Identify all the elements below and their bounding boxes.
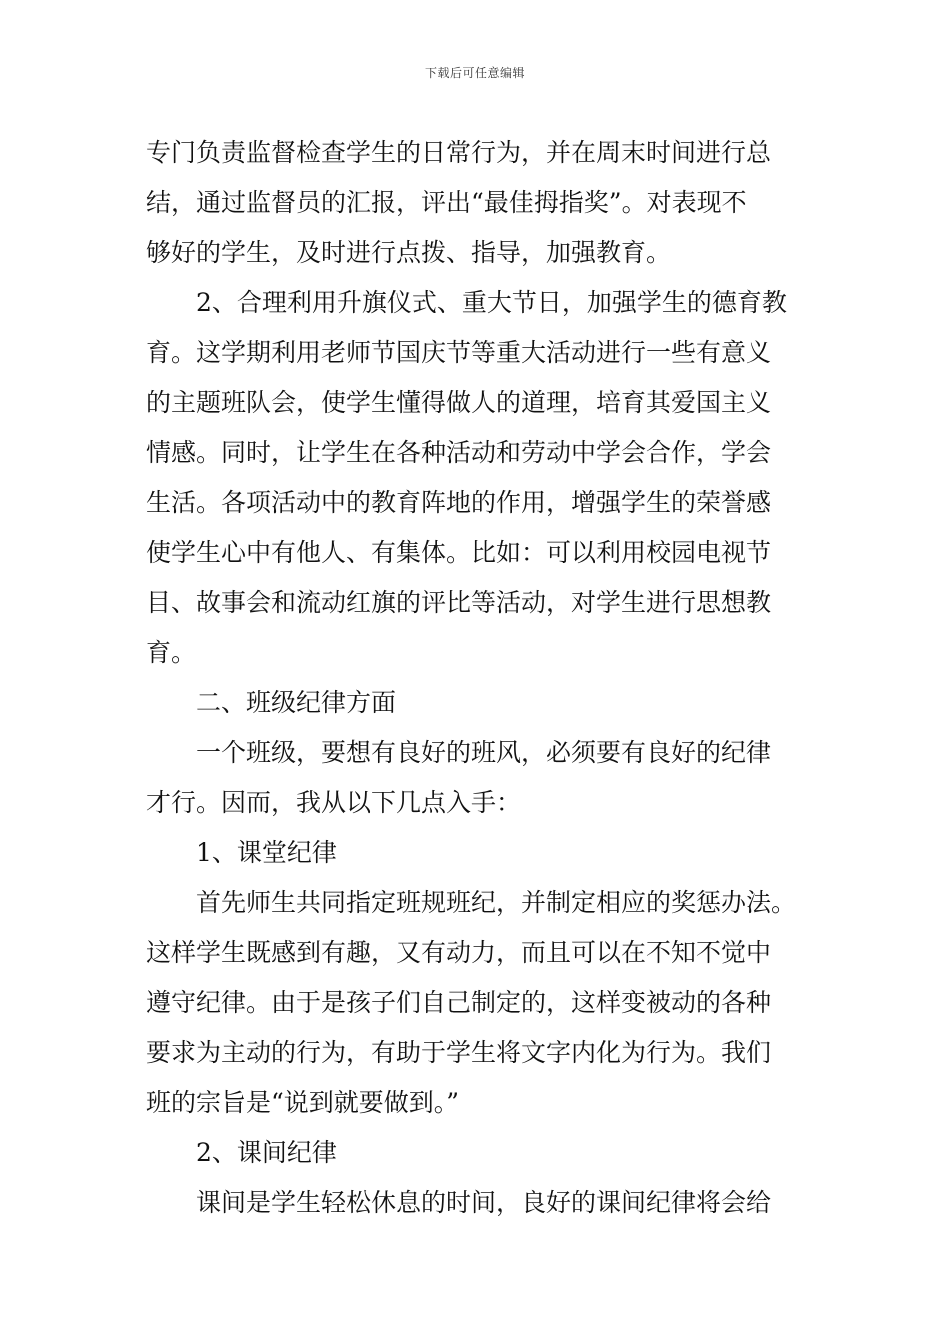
text-line: 要求为主动的行为，有助于学生将文字内化为行为。我们 xyxy=(146,1038,772,1067)
text-line: 1、课堂纪律 xyxy=(196,838,337,867)
text-line: 使学生心中有他人、有集体。比如：可以利用校园电视节 xyxy=(146,538,772,567)
text-line: 这样学生既感到有趣，又有动力，而且可以在不知不觉中 xyxy=(146,938,772,967)
text-line: 2、课间纪律 xyxy=(196,1138,337,1167)
text-line: 的主题班队会，使学生懂得做人的道理，培育其爱国主义 xyxy=(146,388,772,417)
text-line: 2、合理利用升旗仪式、重大节日，加强学生的德育教 xyxy=(196,288,787,317)
text-line: 专门负责监督检查学生的日常行为，并在周末时间进行总 xyxy=(146,138,772,167)
page-header: 下载后可任意编辑 xyxy=(424,66,525,80)
text-line: 情感。同时，让学生在各种活动和劳动中学会合作，学会 xyxy=(146,438,772,467)
text-line: 首先师生共同指定班规班纪，并制定相应的奖惩办法。 xyxy=(196,888,797,917)
text-line: 二、班级纪律方面 xyxy=(196,688,397,717)
text-line: 一个班级，要想有良好的班风，必须要有良好的纪律 xyxy=(196,738,772,767)
text-line: 够好的学生，及时进行点拨、指导，加强教育。 xyxy=(146,238,672,267)
text-line: 才行。因而，我从以下几点入手： xyxy=(146,788,522,817)
document-body xyxy=(146,128,814,1228)
text-line: 生活。各项活动中的教育阵地的作用，增强学生的荣誉感 xyxy=(146,488,772,517)
text-line: 结，通过监督员的汇报，评出“最佳拇指奖”。对表现不 xyxy=(146,188,747,217)
text-line: 目、故事会和流动红旗的评比等活动，对学生进行思想教 xyxy=(146,588,772,617)
text-line: 育。 xyxy=(146,638,197,667)
text-line: 育。这学期利用老师节国庆节等重大活动进行一些有意义 xyxy=(146,338,772,367)
text-line: 课间是学生轻松休息的时间，良好的课间纪律将会给 xyxy=(196,1188,772,1217)
text-line: 遵守纪律。由于是孩子们自己制定的，这样变被动的各种 xyxy=(146,988,772,1017)
text-line: 班的宗旨是“说到就要做到。” xyxy=(146,1088,460,1117)
